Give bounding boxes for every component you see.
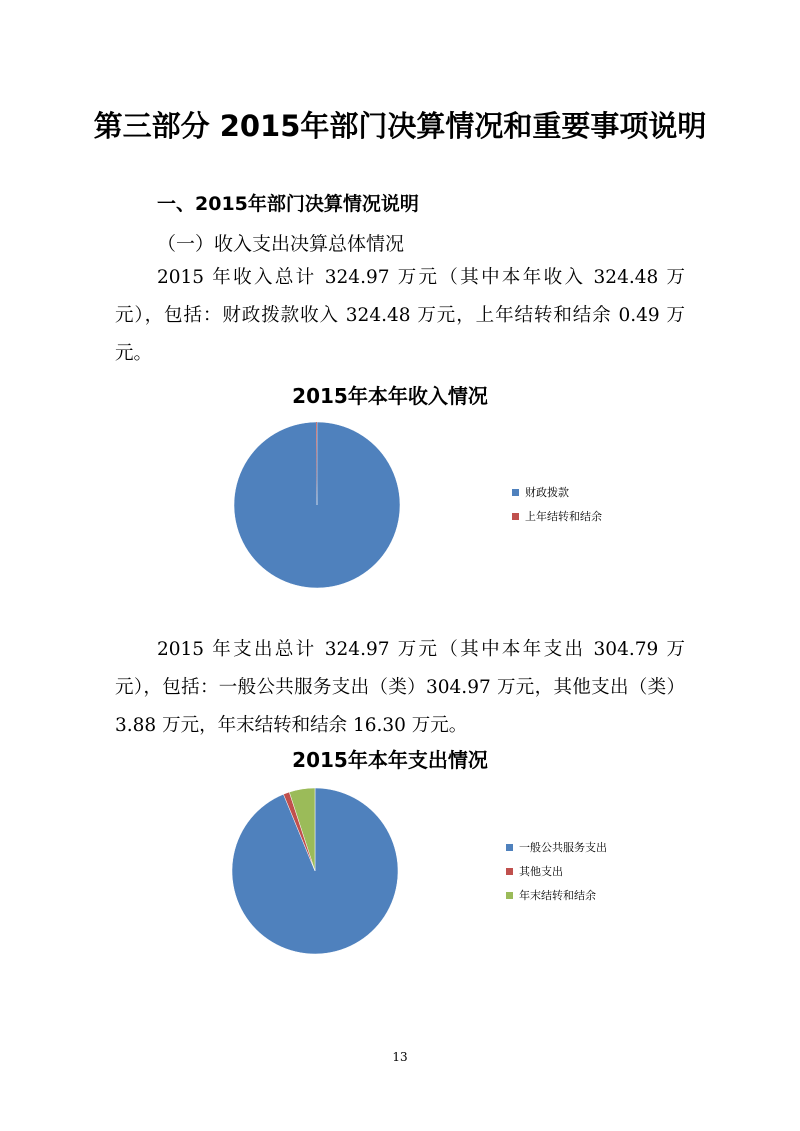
legend-swatch [512, 513, 519, 520]
expense-pie-chart [230, 786, 400, 956]
legend-swatch [506, 868, 513, 875]
legend-label: 一般公共服务支出 [519, 841, 607, 854]
legend-item-fiscal-appropriation [512, 480, 602, 504]
expense-legend [506, 835, 607, 907]
legend-label: 年末结转和结余 [519, 889, 596, 902]
legend-item-year-end-balance [506, 883, 607, 907]
legend-label: 财政拨款 [525, 486, 569, 499]
legend-swatch [506, 844, 513, 851]
legend-label: 其他支出 [519, 865, 563, 878]
legend-label: 上年结转和结余 [525, 510, 602, 523]
legend-swatch [512, 489, 519, 496]
section-heading: 一、2015年部门决算情况说明 [157, 193, 419, 215]
income-paragraph: 2015 年收入总计 324.97 万元（其中本年收入 324.48 万元），包括：财政拨款收入 324.48 万元，上年结转和结余 0.49 万元。 [115, 267, 685, 364]
legend-item-carryover [512, 504, 602, 528]
income-chart-title: 2015年本年收入情况 [292, 384, 488, 408]
legend-item-general-public-services [506, 835, 607, 859]
subsection-heading: （一）收入支出决算总体情况 [157, 233, 405, 255]
page-number: 13 [392, 1050, 408, 1064]
expense-paragraph: 2015 年支出总计 324.97 万元（其中本年支出 304.79 万元），包括：一般公共服务支出（类）304.97 万元，其他支出（类）3.88 万元，年末结转和结余 16.30 万元。 [115, 639, 685, 736]
legend-swatch [506, 892, 513, 899]
legend-item-other-expenses [506, 859, 607, 883]
income-pie-chart [232, 420, 402, 590]
expense-chart-title: 2015年本年支出情况 [292, 748, 488, 772]
income-legend [512, 480, 602, 528]
page-title: 第三部分 2015年部门决算情况和重要事项说明 [93, 109, 707, 143]
